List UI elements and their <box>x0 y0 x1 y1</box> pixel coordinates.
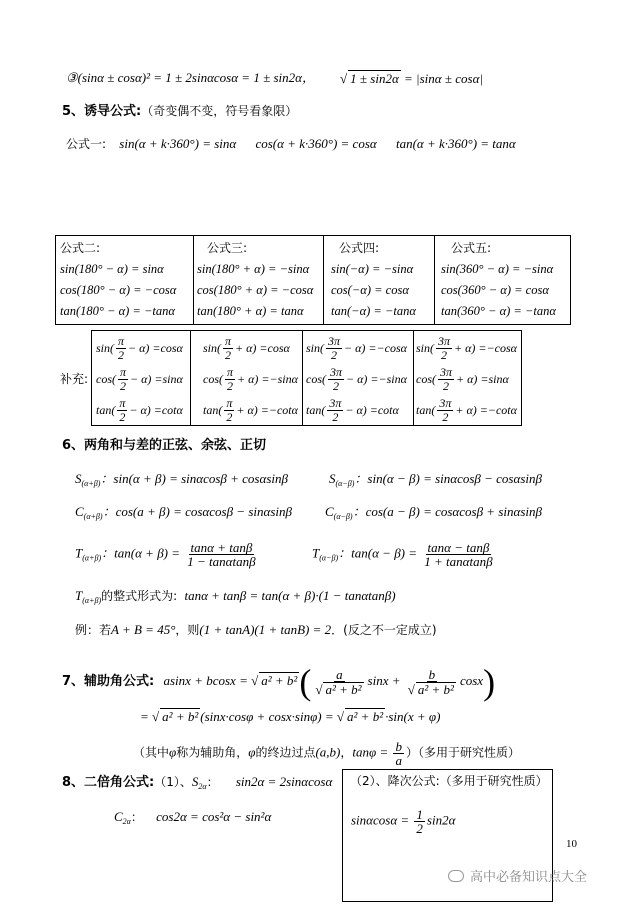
formula-five-column: 公式五: sin(360° − α) = −sinα cos(360° − α) = cosα tan(360° − α) = −tanα <box>441 238 556 322</box>
formula-one: 公式一: sin(α + k·360°) = sinα cos(α + k·360°) = cosα tan(α + k·360°) = tanα <box>66 136 516 151</box>
formula-five-title: 公式五: <box>451 241 492 255</box>
sqrt-identity: √ 1 ± sin2α = |sinα ± cosα| <box>340 71 483 86</box>
supplement-label: 补充: <box>60 372 89 386</box>
sin-sum-formula: $S_{(\alpha+\beta)}$：sin(α + β) = sinαcosβ + cosαsinβ <box>75 471 288 488</box>
cos-diff-formula: $C_{(\alpha-\beta)}$：cos(a − β) = cosαcosβ + sinαsinβ <box>325 504 542 521</box>
supplement-row: cos ( $\frac{\pi}{2}$ + α) = −sinα <box>203 365 298 393</box>
supplement-row: sin ( $\frac{\pi}{2}$ + α) = cosα <box>203 334 290 362</box>
auxiliary-angle-expansion: = √ a² + b² (sinx·cosφ + cosx·sinφ) = √ a² + b² ·sin(x + φ) <box>140 709 441 724</box>
supplement-row: tan ( $\frac{\pi}{2}$ − α) = cotα <box>96 396 183 424</box>
sin-diff-formula: $S_{(\alpha-\beta)}$：sin(α − β) = sinαcosβ − cosαsinβ <box>329 471 542 488</box>
cos-sum-formula: $C_{(\alpha+\beta)}$：cos(a + β) = cosαcosβ − sinαsinβ <box>75 504 292 521</box>
double-angle-square-identity: ③(sinα ± cosα)² = 1 ± 2sinαcosα = 1 ± sin2α， <box>66 70 315 85</box>
double-angle-cosine: $C_{2\alpha}$： cos2α = cos²α − sin²α <box>114 809 272 826</box>
auxiliary-angle-note: （其中φ称为辅助角，φ的终边过点(a,b)，tanφ = $\frac{b}{a}$ ）（多用于研究性质） <box>133 739 520 768</box>
double-angle-sine: 8、二倍角公式:（1）、$S_{2\alpha}$： sin2α = 2sinαcosα <box>62 774 333 791</box>
formula-four-column: 公式四: sin(−α) = −sinα cos(−α) = cosα tan(−α) = −tanα <box>331 238 416 322</box>
supplement-row: sin ( $\frac{\pi}{2}$ − α) = cosα <box>96 334 183 362</box>
formula-two-title: 公式二: <box>60 241 101 255</box>
supplement-row: tan ( $\frac{3\pi}{2}$ − α) = cotα <box>306 396 399 424</box>
supplement-row: sin ( $\frac{3\pi}{2}$ + α) = −cosα <box>416 334 517 362</box>
example-line: 例：若A + B = 45°，则(1 + tanA)(1 + tanB) = 2．(反之不一定成立) <box>75 622 437 637</box>
page-number: 10 <box>566 838 577 850</box>
section-5-title: 5、诱导公式:（奇变偶不变，符号看象限） <box>62 104 298 119</box>
auxiliary-angle-formula: 7、辅助角公式: asinx + bcosx = √ a² + b²( $\frac{a}{\text{√ a² + b²}}$ sinx + $\frac{b}{\text{√ a² + b²}}$ cosx) <box>62 662 496 702</box>
reduction-formula: sinαcosα = $\frac{1}{2}$ sin2α <box>351 807 456 836</box>
supplement-row: tan ( $\frac{3\pi}{2}$ + α) = −cotα <box>416 396 517 424</box>
formula-three-title: 公式三: <box>207 241 248 255</box>
formula-three-column: 公式三: sin(180° + α) = −sinα cos(180° + α) = −cosα tan(180° + α) = tanα <box>197 238 313 322</box>
supplement-column-1 <box>96 333 183 426</box>
watermark: 高中必备知识点大全 <box>448 866 587 885</box>
section-6-title: 6、两角和与差的正弦、余弦、正切 <box>62 438 267 453</box>
tan-sum-formula: $T_{(\alpha+\beta)}$：tan(α + β) = $\frac{\tan\alpha + \tan\beta}{1 - \tan\alpha\tan\beta}$ <box>75 540 256 569</box>
supplement-column-3 <box>306 333 407 426</box>
tan-diff-formula: $T_{(\alpha-\beta)}$：tan(α − β) = $\frac{\tan\alpha - \tan\beta}{1 + \tan\alpha\tan\beta}$ <box>312 540 493 569</box>
wechat-icon <box>448 870 464 882</box>
formula-two-column: 公式二: sin(180° − α) = sinα cos(180° − α) = −cosα tan(180° − α) = −tanα <box>60 238 176 322</box>
supplement-row: cos ( $\frac{3\pi}{2}$ − α) = −sinα <box>306 365 407 393</box>
supplement-row: tan ( $\frac{\pi}{2}$ + α) = −cotα <box>203 396 298 424</box>
supplement-column-2 <box>203 333 298 426</box>
tan-integral-form: $T_{(\alpha+\beta)}$的整式形式为: tanα + tanβ = tan(α + β)·(1 − tanαtanβ) <box>75 588 396 605</box>
supplement-row: cos ( $\frac{\pi}{2}$ − α) = sinα <box>96 365 183 393</box>
reduction-formula-title: （2）、降次公式:（多用于研究性质） <box>350 774 548 788</box>
supplement-row: cos ( $\frac{3\pi}{2}$ + α) = sinα <box>416 365 509 393</box>
supplement-column-4 <box>416 333 517 426</box>
formula-four-title: 公式四: <box>339 241 380 255</box>
supplement-row: sin ( $\frac{3\pi}{2}$ − α) = −cosα <box>306 334 407 362</box>
